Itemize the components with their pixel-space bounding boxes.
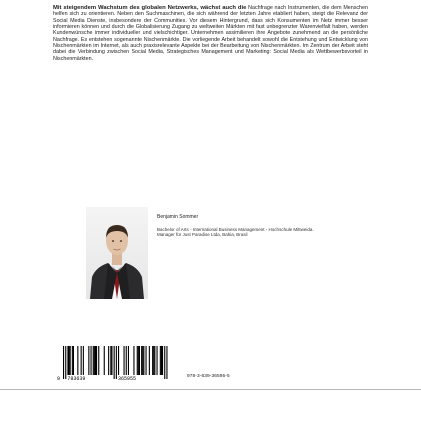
author-info [157,215,317,238]
barcode-bar [124,346,125,375]
blurb-body-text: Nachfrage nach Instrumenten, die dem Menschen helfen sich zu orientieren. Neben den Suchmaschinen, die sich während der letzten Jahre etabliert haben, steigt die Relevanz der Social Media Dienste, insbesondere der Communities. Vor diesem Hintergrund, dass sich Konsumenten im Netz immer besser informieren können und durch die Globalisierung Zugang zu weltweiten Märkten mit fast unbegrenzter Warenvielfalt haben, werden Kundenwünsche immer individueller und vielschichtiger. Unternehmen assimilieren ihre Angebote zunehmend an die persönliche Nachfrage. Es entstehen sogenannte Nischenmärkte. Die vorliegende Arbeit behandelt sowohl die Entstehung und Entwicklung von Nischenmärkten im Internet, als auch praxisrelevante Aspekte bei der Bearbeitung von Nischenmärkten. Im Zentrum der Arbeit steht dabei die Verbindung zwischen Social Media, Strategisches Management und Marketing: Social Media als Wettbewerbsvorteil in Nischenmärkten. [53,5,368,62]
barcode-digits: 9 [57,376,61,381]
bottom-divider [0,389,421,390]
isbn-barcode [55,344,177,381]
isbn-number: 978-3-639-36595-5 [187,374,230,379]
barcode-bar [152,346,153,375]
barcode-bar [146,346,147,375]
barcode-bar [93,346,94,375]
barcode-bar [108,346,109,375]
barcode-bar [72,346,73,375]
barcode-graphic [55,344,177,381]
barcode-bar [128,346,129,375]
barcode-bar [94,346,95,375]
barcode-bar [67,346,68,375]
barcode-bar [166,346,167,379]
barcode-bar [133,346,134,375]
barcode-bar [138,346,139,375]
barcode-digits: 783639 [67,376,86,381]
barcode-bar [114,346,115,379]
barcode-bar [110,346,111,375]
barcode-bar [143,346,144,375]
barcode-bar [98,346,99,375]
barcode-bar [154,346,155,375]
barcode-bar [149,346,150,375]
barcode-bar [81,346,82,375]
barcode-bar [137,346,138,375]
barcode-digits: 365955 [118,376,137,381]
barcode-bar [161,346,162,375]
barcode-bar [70,346,71,375]
barcode-bar [104,346,105,375]
barcode-bar [142,346,143,375]
barcode-bar [63,346,64,379]
barcode-bar [116,346,117,379]
barcode-bar [162,346,163,375]
barcode-bar [126,346,127,375]
barcode-bar [153,346,154,375]
barcode-bar [69,346,70,375]
author-name: Benjamin Sommer [157,214,199,220]
author-bio: Bachelor of Arts - International Business Management - Hochschule Mittweida. Manager für Just Paradise Ltda, Bahia, Brasil [157,226,314,238]
barcode-bar [73,346,74,375]
barcode-bar [164,346,165,379]
barcode-bar [95,346,96,375]
barcode-bar [141,346,142,375]
author-portrait-image [86,207,148,299]
barcode-bar [111,346,112,375]
barcode-bar [96,346,97,375]
barcode-bar [77,346,78,375]
author-photo [86,207,148,299]
barcode-bar [160,346,161,375]
barcode-bar [157,346,158,375]
barcode-bar [139,346,140,375]
barcode-bar [88,346,89,375]
blurb-lead-text: Mit steigendem Wachstum des globalen Netzwerks, wächst auch die [53,5,247,11]
barcode-bar [65,346,66,379]
barcode-bar [91,346,92,375]
back-cover-blurb [53,5,368,62]
barcode-bar [118,346,119,375]
barcode-bar [83,346,84,375]
